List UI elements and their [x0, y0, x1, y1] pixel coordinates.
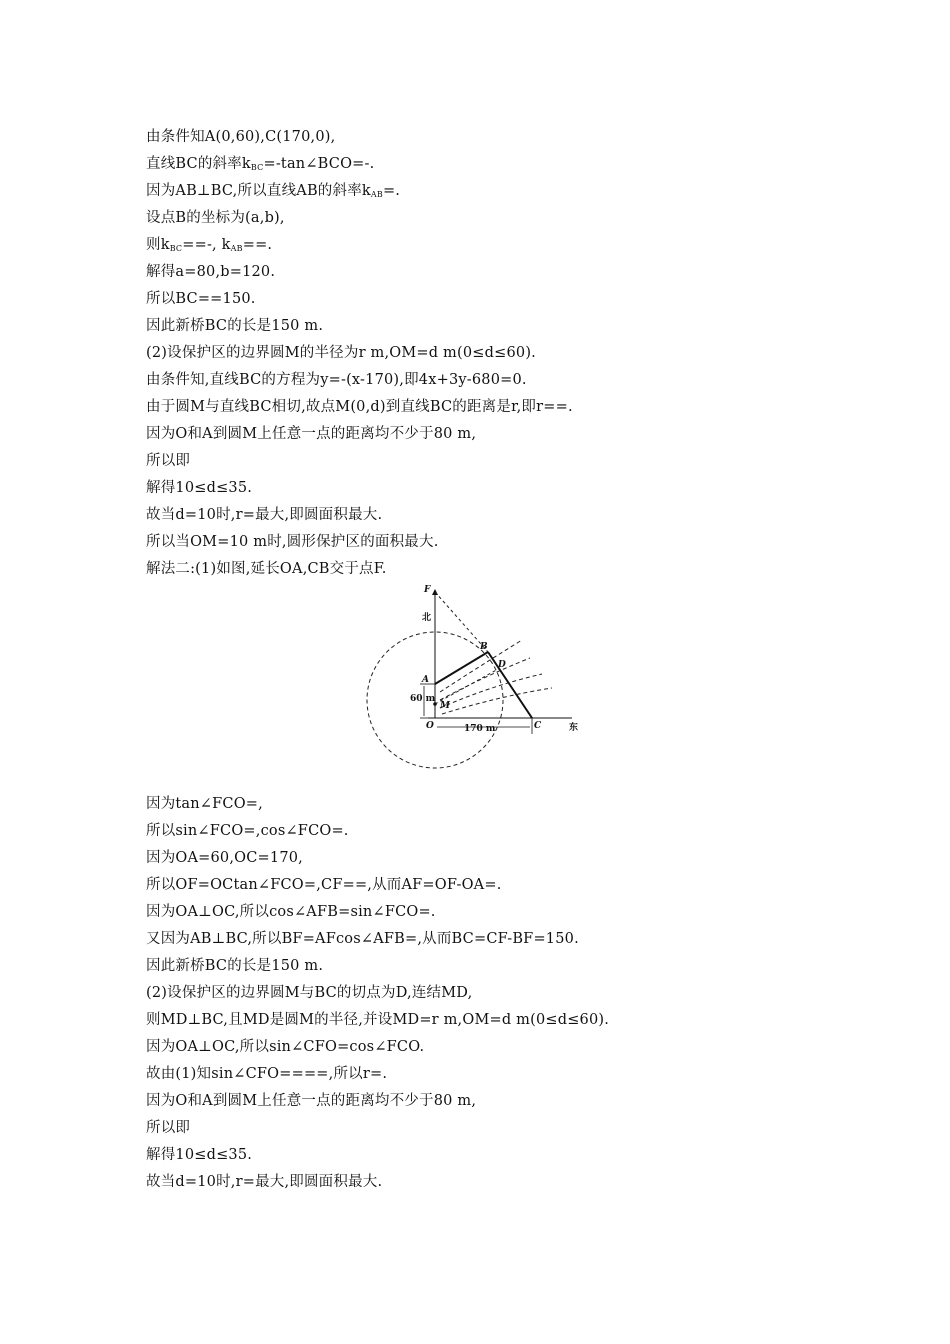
road-curve — [442, 688, 552, 714]
label-dist-oc: 170 m — [464, 724, 496, 734]
text-line: 因为OA⊥OC,所以cos∠AFB=sin∠FCO=. — [146, 904, 436, 920]
text-line: 因为O和A到圆M上任意一点的距离均不少于80 m, — [146, 1093, 477, 1109]
label-east: 东 — [569, 723, 579, 733]
radius-md — [435, 668, 500, 704]
label-f: F — [424, 585, 431, 595]
text-line: 由条件知A(0,60),C(170,0), — [146, 129, 336, 145]
text-line: 则$k_{BC}==-$, $k_{AB}==$. — [146, 237, 273, 253]
text-line: 所以即 — [146, 1120, 191, 1136]
text-line: 解得10≤d≤35. — [146, 1147, 253, 1163]
text-line: (2)设保护区的边界圆M与BC的切点为D,连结MD, — [146, 985, 473, 1001]
text-line: 解得10≤d≤35. — [146, 480, 253, 496]
text-line: 又因为AB⊥BC,所以BF=AFcos∠AFB=,从而BC=CF-BF=150. — [146, 931, 579, 947]
label-o: O — [426, 721, 434, 731]
text-line: 故当d=10时,r=最大,即圆面积最大. — [146, 507, 383, 523]
text-line: (2)设保护区的边界圆M的半径为r m,OM=d m(0≤d≤60). — [146, 345, 536, 361]
text-line: 所以BC==150. — [146, 291, 256, 307]
text-line: 因为tan∠FCO=, — [146, 796, 263, 812]
text-line: 所以sin∠FCO=,cos∠FCO=. — [146, 823, 349, 839]
text-line: 因为OA=60,OC=170, — [146, 850, 303, 866]
text-line: 由于圆M与直线BC相切,故点M(0,d)到直线BC的距离是r,即r==. — [146, 399, 573, 415]
text-line: 故当d=10时,r=最大,即圆面积最大. — [146, 1174, 383, 1190]
text-line: 因为O和A到圆M上任意一点的距离均不少于80 m, — [146, 426, 477, 442]
label-dist-oa: 60 m — [410, 694, 436, 704]
geometry-figure — [360, 582, 600, 782]
segment-ab — [435, 652, 488, 684]
text-line: 因为OA⊥OC,所以sin∠CFO=cos∠FCO. — [146, 1039, 425, 1055]
text-line: 解得a=80,b=120. — [146, 264, 276, 280]
text-line: 所以即 — [146, 453, 191, 469]
label-a: A — [422, 675, 429, 685]
text-line: 解法二:(1)如图,延长OA,CB交于点F. — [146, 561, 387, 577]
text-line: 则MD⊥BC,且MD是圆M的半径,并设MD=r m,OM=d m(0≤d≤60). — [146, 1012, 610, 1028]
bridge-bc — [488, 652, 532, 718]
label-c: C — [534, 721, 542, 731]
text-line: 由条件知,直线BC的方程为y=-(x-170),即4x+3y-680=0. — [146, 372, 527, 388]
text-line: 所以当OM=10 m时,圆形保护区的面积最大. — [146, 534, 439, 550]
text-line: 直线BC的斜率$k_{BC}=-\tan\angle BCO=-$. — [146, 156, 375, 172]
road-curve — [440, 674, 542, 708]
text-line: 因此新桥BC的长是150 m. — [146, 318, 324, 334]
label-north: 北 — [422, 613, 432, 623]
text-line: 因此新桥BC的长是150 m. — [146, 958, 324, 974]
label-b: B — [480, 642, 488, 652]
text-line: 故由(1)知sin∠CFO====,所以r=. — [146, 1066, 388, 1082]
label-d: D — [498, 660, 506, 670]
label-m: M — [440, 701, 450, 711]
text-line: 设点B的坐标为(a,b), — [146, 210, 285, 226]
text-line: 因为AB⊥BC,所以直线AB的斜率$k_{AB}=$. — [146, 183, 401, 199]
geometry-diagram — [360, 582, 600, 782]
text-line: 所以OF=OCtan∠FCO=,CF==,从而AF=OF-OA=. — [146, 877, 502, 893]
